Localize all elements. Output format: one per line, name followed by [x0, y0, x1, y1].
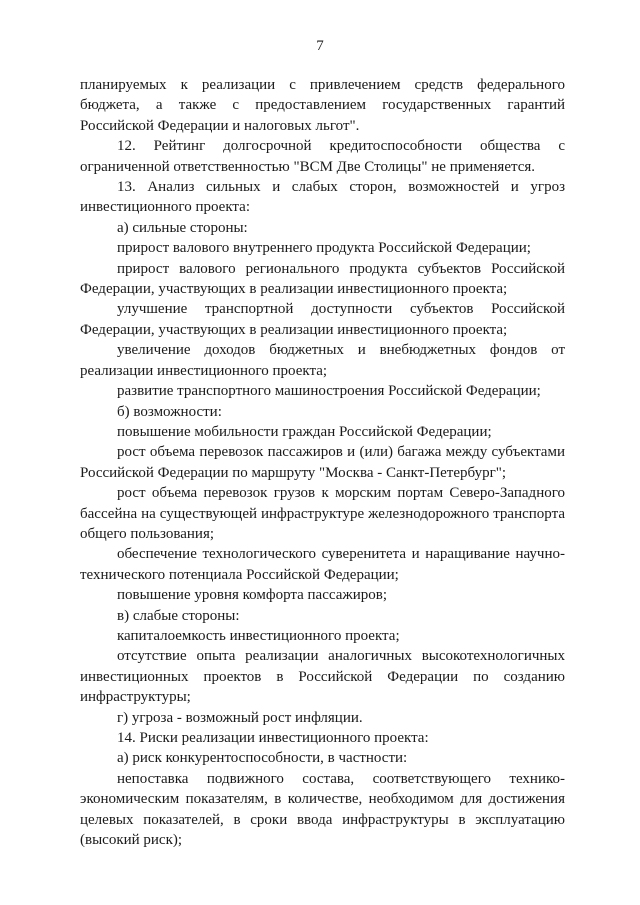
subheading-strengths: а) сильные стороны: — [117, 219, 248, 236]
paragraph-14-risks-intro: 14. Риски реализации инвестиционного проекта: — [117, 730, 429, 746]
list-item: обеспечение технологического суверенитета и наращивание научно-технического потенциала Российской Федерации; — [80, 546, 565, 583]
list-item: рост объема перевозок пассажиров и (или) багажа между субъектами Российской Федерации по маршруту "Москва - Санкт-Петербург"; — [80, 444, 565, 481]
subheading-competitiveness-risk: а) риск конкурентоспособности, в частности: — [117, 750, 408, 767]
paragraph-13-swot-intro: 13. Анализ сильных и слабых сторон, возможностей и угроз инвестиционного проекта: — [80, 179, 565, 216]
paragraph-12-credit-rating: 12. Рейтинг долгосрочной кредитоспособности общества с ограниченной ответственностью "ВСМ Две Столицы" не применяется. — [80, 138, 565, 175]
subheading-weaknesses: в) слабые стороны: — [117, 607, 240, 624]
list-item: улучшение транспортной доступности субъектов Российской Федерации, участвующих в реализации инвестиционного проекта; — [80, 301, 565, 338]
document-body — [80, 75, 565, 850]
list-item: капиталоемкость инвестиционного проекта; — [117, 627, 400, 644]
list-item: повышение уровня комфорта пассажиров; — [117, 587, 387, 604]
list-item: развитие транспортного машиностроения Российской Федерации; — [117, 383, 541, 400]
page-number: 7 — [316, 38, 324, 54]
subheading-opportunities: б) возможности: — [117, 403, 222, 420]
list-item: увеличение доходов бюджетных и внебюджетных фондов от реализации инвестиционного проекта; — [80, 342, 565, 379]
list-item: непоставка подвижного состава, соответствующего технико-экономическим показателям, в количестве, необходимом для достижения целевых показателей, в сроки ввода инфраструктуры в эксплуатацию (высокий риск); — [80, 770, 565, 849]
list-item: прирост валового регионального продукта субъектов Российской Федерации, участвующих в реализации инвестиционного проекта; — [80, 260, 565, 298]
list-item: рост объема перевозок грузов к морским портам Северо-Западного бассейна на существующей инфраструктуре железнодорожного транспорта общего пользования; — [80, 485, 565, 542]
list-item: отсутствие опыта реализации аналогичных высокотехнологичных инвестиционных проектов в Российской Федерации по созданию инфраструктуры; — [80, 648, 565, 706]
list-item: повышение мобильности граждан Российской Федерации; — [117, 423, 492, 440]
subheading-threat: г) угроза - возможный рост инфляции. — [117, 709, 363, 726]
list-item: прирост валового внутреннего продукта Российской Федерации; — [117, 240, 531, 257]
paragraph-continuation: планируемых к реализации с привлечением средств федерального бюджета, а также с предоставлением государственных гарантий Российской Федерации и налоговых льгот". — [80, 77, 565, 134]
